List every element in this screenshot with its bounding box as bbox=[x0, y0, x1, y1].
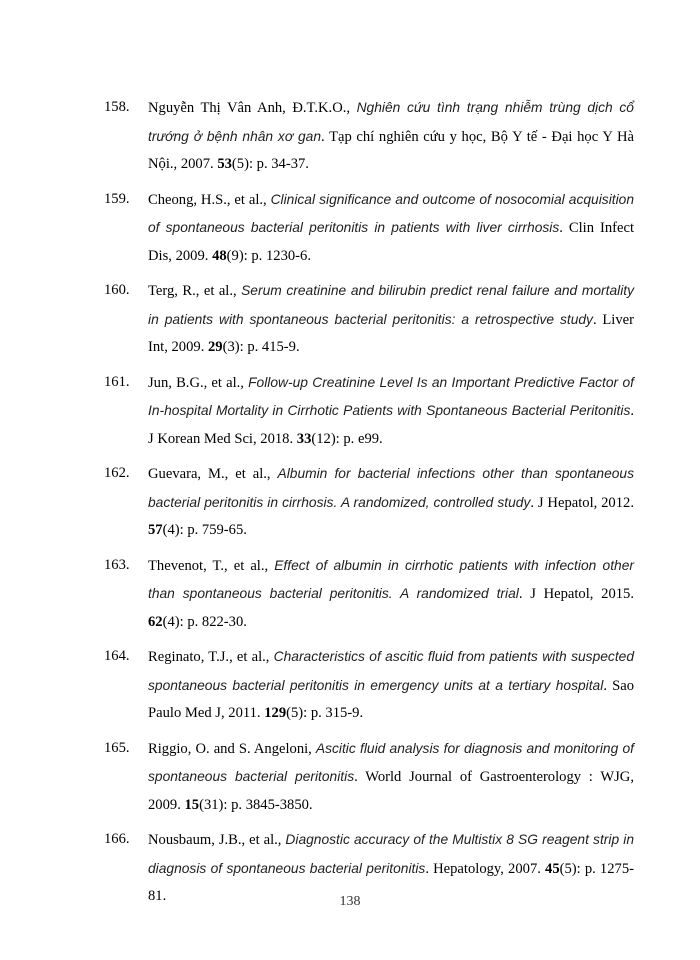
reference-authors: Nguyễn Thị Vân Anh, Đ.T.K.O., bbox=[148, 100, 357, 116]
reference-pages: (3): p. 415-9. bbox=[222, 339, 300, 355]
reference-text bbox=[148, 94, 634, 179]
reference-pages: (4): p. 759-65. bbox=[162, 522, 247, 538]
reference-journal: . J Korean Med Sci, 2018. bbox=[148, 403, 634, 447]
reference-volume: 48 bbox=[212, 247, 227, 264]
reference-authors: Guevara, M., et al., bbox=[148, 466, 278, 482]
reference-number: 162. bbox=[104, 465, 130, 481]
reference-volume: 129 bbox=[264, 705, 287, 721]
reference-volume: 33 bbox=[296, 430, 312, 447]
reference-text bbox=[148, 369, 634, 454]
reference-item bbox=[104, 186, 634, 271]
reference-item bbox=[104, 369, 634, 454]
page-number: 138 bbox=[339, 894, 361, 909]
reference-item bbox=[104, 552, 634, 637]
reference-title: Follow-up Creatinine Level Is an Important Predictive Factor of In-hospital Mortality in Cirrhotic Patients with Spontaneous Bacterial Peritonitis bbox=[148, 374, 634, 418]
reference-item bbox=[104, 735, 634, 820]
reference-text bbox=[148, 552, 634, 637]
reference-title: Clinical significance and outcome of nosocomial acquisition of spontaneous bacterial peritonitis in patients with liver cirrhosis bbox=[148, 191, 635, 235]
reference-text bbox=[148, 277, 634, 362]
reference-title: Nghiên cứu tình trạng nhiễm trùng dịch cổ trướng ở bệnh nhân xơ gan bbox=[148, 100, 634, 144]
reference-journal: . Tạp chí nghiên cứu y học, Bộ Y tế - Đại học Y Hà Nội., 2007. bbox=[148, 128, 634, 172]
reference-journal: . Liver Int, 2009. bbox=[148, 311, 634, 355]
reference-pages: (4): p. 822-30. bbox=[162, 613, 247, 630]
reference-title: Characteristics of ascitic fluid from patients with suspected spontaneous bacterial peritonitis in emergency units at a tertiary hospital bbox=[148, 649, 634, 693]
reference-item bbox=[104, 277, 634, 362]
reference-volume: 53 bbox=[217, 156, 232, 172]
reference-number: 161. bbox=[104, 373, 130, 390]
reference-title: Serum creatinine and bilirubin predict renal failure and mortality in patients with spontaneous bacterial peritonitis: a retrospective study bbox=[148, 283, 634, 327]
reference-pages: (9): p. 1230-6. bbox=[226, 247, 311, 264]
reference-journal: . Hepatology, 2007. bbox=[425, 860, 546, 877]
reference-journal: . Sao Paulo Med J, 2011. bbox=[148, 677, 635, 721]
reference-pages: (5): p. 315-9. bbox=[286, 705, 364, 721]
reference-authors: Jun, B.G., et al., bbox=[148, 374, 249, 391]
reference-text bbox=[148, 735, 634, 820]
reference-authors: Reginato, T.J., et al., bbox=[148, 649, 274, 665]
reference-authors: Riggio, O. and S. Angeloni, bbox=[148, 740, 316, 757]
reference-number: 163. bbox=[104, 556, 130, 573]
reference-authors: Terg, R., et al., bbox=[148, 283, 242, 299]
reference-number: 160. bbox=[104, 282, 130, 298]
reference-volume: 57 bbox=[148, 522, 163, 538]
reference-volume: 29 bbox=[208, 339, 223, 355]
reference-authors: Thevenot, T., et al., bbox=[148, 557, 275, 574]
reference-journal: . J Hepatol, 2012. bbox=[530, 494, 634, 511]
reference-title: Ascitic fluid analysis for diagnosis and monitoring of spontaneous bacterial peritonitis bbox=[148, 740, 634, 784]
reference-text bbox=[148, 460, 634, 545]
reference-pages: (12): p. e99. bbox=[311, 430, 383, 447]
reference-pages: (5): p. 1275-81. bbox=[148, 860, 634, 904]
reference-journal: . World Journal of Gastroenterology : WJG, 2009. bbox=[148, 769, 634, 813]
reference-pages: (31): p. 3845-3850. bbox=[199, 796, 313, 813]
reference-volume: 15 bbox=[184, 796, 200, 813]
reference-list bbox=[104, 94, 634, 918]
reference-number: 159. bbox=[104, 190, 130, 207]
reference-journal: . Clin Infect Dis, 2009. bbox=[148, 220, 634, 264]
reference-number: 165. bbox=[104, 739, 130, 756]
reference-title: Diagnostic accuracy of the Multistix 8 SG reagent strip in diagnosis of spontaneous bacterial peritonitis bbox=[148, 832, 634, 876]
reference-text bbox=[148, 186, 634, 271]
reference-journal: . J Hepatol, 2015. bbox=[518, 586, 634, 602]
reference-title: Effect of albumin in cirrhotic patients with infection other than spontaneous bacterial peritonitis. A randomized trial bbox=[148, 557, 634, 601]
reference-number: 158. bbox=[104, 99, 130, 115]
reference-item bbox=[104, 643, 634, 728]
reference-pages: (5): p. 34-37. bbox=[231, 156, 309, 172]
reference-volume: 62 bbox=[148, 613, 163, 630]
reference-number: 164. bbox=[104, 648, 130, 664]
reference-authors: Nousbaum, J.B., et al., bbox=[148, 832, 286, 848]
reference-title: Albumin for bacterial infections other than spontaneous bacterial peritonitis in cirrhosis. A randomized, controlled study bbox=[148, 466, 634, 510]
reference-item bbox=[104, 460, 634, 545]
reference-volume: 45 bbox=[545, 860, 560, 877]
reference-number: 166. bbox=[104, 831, 130, 847]
reference-authors: Cheong, H.S., et al., bbox=[148, 191, 271, 208]
reference-item bbox=[104, 94, 634, 179]
reference-text bbox=[148, 643, 634, 728]
